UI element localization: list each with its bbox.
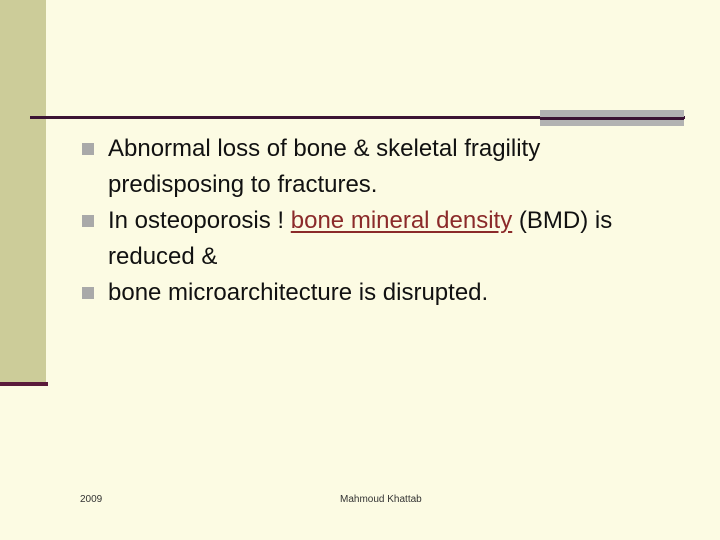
bullet-item <box>82 203 682 275</box>
bullet-list <box>82 131 682 311</box>
left-band-foot-line <box>0 382 48 386</box>
square-bullet-icon <box>82 287 94 299</box>
bullet-text-suffix: (BMD) is reduced & <box>108 207 613 270</box>
square-bullet-icon <box>82 143 94 155</box>
footer-author: Mahmoud Khattab <box>340 494 422 505</box>
square-bullet-icon <box>82 215 94 227</box>
bullet-text-prefix: In osteoporosis ! <box>108 207 291 234</box>
bullet-item <box>82 275 682 311</box>
bullet-item <box>82 131 682 203</box>
bullet-text: bone microarchitecture is disrupted. <box>108 279 489 306</box>
bullet-text: Abnormal loss of bone & skeletal fragility predisposing to fractures. <box>108 135 541 198</box>
bmd-link[interactable]: bone mineral density <box>290 207 513 234</box>
footer-date: 2009 <box>80 494 103 505</box>
left-decorative-band <box>0 0 46 383</box>
divider-accent-line <box>540 117 684 120</box>
